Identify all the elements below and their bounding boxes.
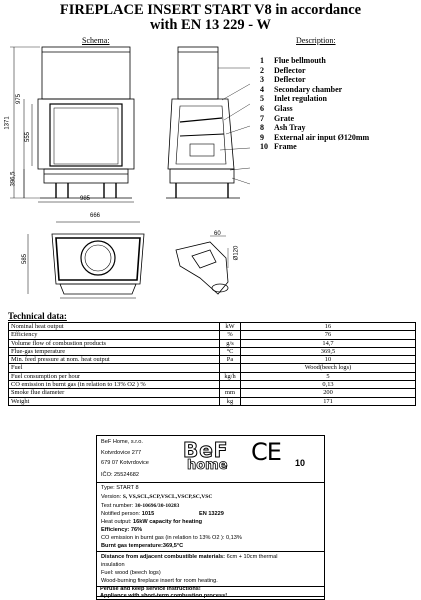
page-subtitle: with EN 13 229 - W	[150, 17, 271, 33]
bef-home-logo: BeF home	[183, 438, 229, 473]
plate-standard: EN 13229	[199, 511, 224, 517]
dim-555: 555	[25, 131, 32, 143]
legend-item: 4 Secondary chamber	[260, 84, 343, 94]
table-row: Weight kg 171	[9, 397, 416, 405]
plate-usage: Wood-burning fireplace insert for room heating.	[101, 578, 218, 584]
description-label: Description:	[296, 36, 336, 45]
dim-396: 396,5	[10, 171, 17, 187]
company-ico: IČO: 25524682	[101, 472, 139, 478]
technical-data-heading: Technical data:	[8, 311, 67, 321]
legend-item: 7 Grate	[260, 113, 294, 123]
description-list	[260, 56, 369, 152]
dim-60: 60	[214, 231, 221, 237]
schema-label: Schema:	[82, 36, 110, 45]
table-row: Min. feed pressure at nom. heat output Pa 10	[9, 356, 416, 364]
plate-co-emission: CO emission in burnt gas (in relation to 13% O2 ): 0,13%	[101, 535, 242, 541]
table-row: CO emission in burnt gas (in relation to 13% O2 ) % 0,13	[9, 381, 416, 389]
legend-item: 10 Frame	[260, 142, 297, 152]
dim-585: 585	[22, 253, 29, 265]
plate-distance-cont: insulation	[101, 562, 125, 568]
legend-item: 2 Deflector	[260, 65, 306, 75]
plate-divider	[97, 551, 324, 552]
dim-985: 985	[80, 196, 91, 202]
ce-year: 10	[295, 458, 306, 468]
plate-warning-1: Peruse and keep service instructions!	[100, 586, 201, 592]
table-row: Flue-gas temperature °C 369,5	[9, 347, 416, 355]
table-row: Fuel Wood(beech logs)	[9, 364, 416, 372]
plate-burnt-gas: Burnt gas temperature:369,5°C	[101, 543, 184, 549]
table-row: Fuel consumption per hour kg/h 5	[9, 372, 416, 380]
company-street: Kotvrdovice 277	[101, 450, 142, 456]
front-view-drawing	[0, 44, 150, 204]
table-row: Efficiency % 76	[9, 331, 416, 339]
dim-120: Ø120	[233, 245, 240, 261]
legend-item: 8 Ash Tray	[260, 123, 306, 133]
dim-1371: 1371	[4, 116, 11, 130]
legend-item: 9 External air input Ø120mm	[260, 132, 370, 142]
ce-mark: CE	[251, 438, 281, 466]
plate-distance: Distance from adjacent combustible materials: 6cm + 10cm thermal	[101, 554, 278, 560]
legend-item: 5 Inlet regulation	[260, 94, 327, 104]
plate-warning-2: Appliance with short-term combustion process!	[100, 593, 228, 599]
legend-item: 1 Flue bellmouth	[260, 56, 326, 65]
plate-divider	[97, 482, 324, 483]
air-inlet-detail	[170, 228, 250, 300]
company-city: 679 07 Kotvrdovice	[101, 460, 149, 466]
table-row: Volume flow of combustion products g/s 14,7	[9, 339, 416, 347]
legend-item: 6 Glass	[260, 103, 293, 113]
plate-version: Version: S, VS,SCL,SCP,VSCL,VSCP,SC,VSC	[101, 494, 213, 500]
dim-975: 975	[16, 93, 23, 105]
table-row: Smoke flue diameter mm 200	[9, 389, 416, 397]
plate-fuel: Fuel: wood (beech logs)	[101, 570, 161, 576]
table-row: Nominal heat output kW 16	[9, 323, 416, 331]
technical-data-table	[8, 322, 416, 406]
plate-notified-person: Notified person: 1015	[101, 511, 155, 517]
dim-666: 666	[90, 213, 101, 219]
plate-test-number: Test number: 30-10696/30-10283	[101, 503, 180, 509]
rating-plate	[96, 435, 325, 597]
plate-type: Type: START 8	[101, 485, 139, 491]
company-name: BeF Home, s.r.o.	[101, 439, 143, 445]
top-view-drawing	[20, 212, 170, 308]
plate-efficiency: Efficiency: 76%	[101, 527, 143, 533]
page-title: FIREPLACE INSERT START V8 in accordance	[59, 2, 362, 18]
legend-item: 3 Deflector	[260, 75, 306, 85]
plate-heat-output: Heat output: 16kW capacity for heating	[101, 519, 203, 525]
side-view-drawing	[150, 44, 255, 204]
